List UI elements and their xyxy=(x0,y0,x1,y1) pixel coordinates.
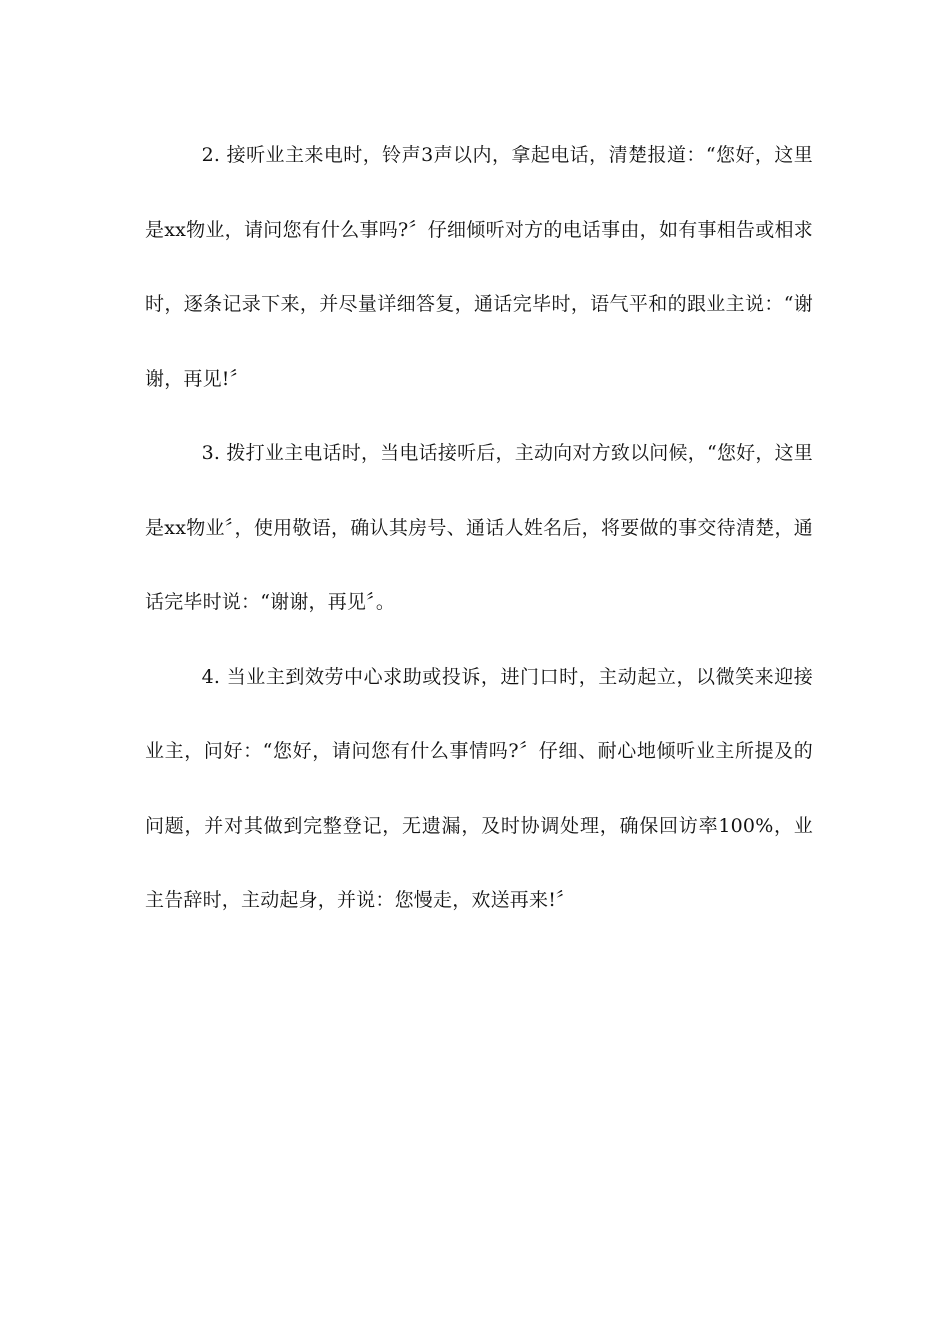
paragraph-item-2: 2. 接听业主来电时，铃声3声以内，拿起电话，清楚报道：“您好，这里是xx物业，请问您有什么事吗?〞仔细倾听对方的电话事由，如有事相告或相求时，逐条记录下来，并尽量详细答复，通话完毕时，语气平和的跟业主说：“谢谢，再见!〞 xyxy=(145,144,813,390)
document-body xyxy=(145,118,813,938)
paragraph-item-3: 3. 拨打业主电话时，当电话接听后，主动向对方致以问候，“您好，这里是xx物业〞，使用敬语，确认其房号、通话人姓名后，将要做的事交待清楚，通话完毕时说：“谢谢，再见〞。 xyxy=(145,442,813,613)
paragraph-item-4: 4. 当业主到效劳中心求助或投诉，进门口时，主动起立，以微笑来迎接业主，问好：“您好，请问您有什么事情吗?〞仔细、耐心地倾听业主所提及的问题，并对其做到完整登记，无遗漏，及时协调处理，确保回访率100%，业主告辞时，主动起身，并说：您慢走，欢送再来!〞 xyxy=(145,665,813,911)
